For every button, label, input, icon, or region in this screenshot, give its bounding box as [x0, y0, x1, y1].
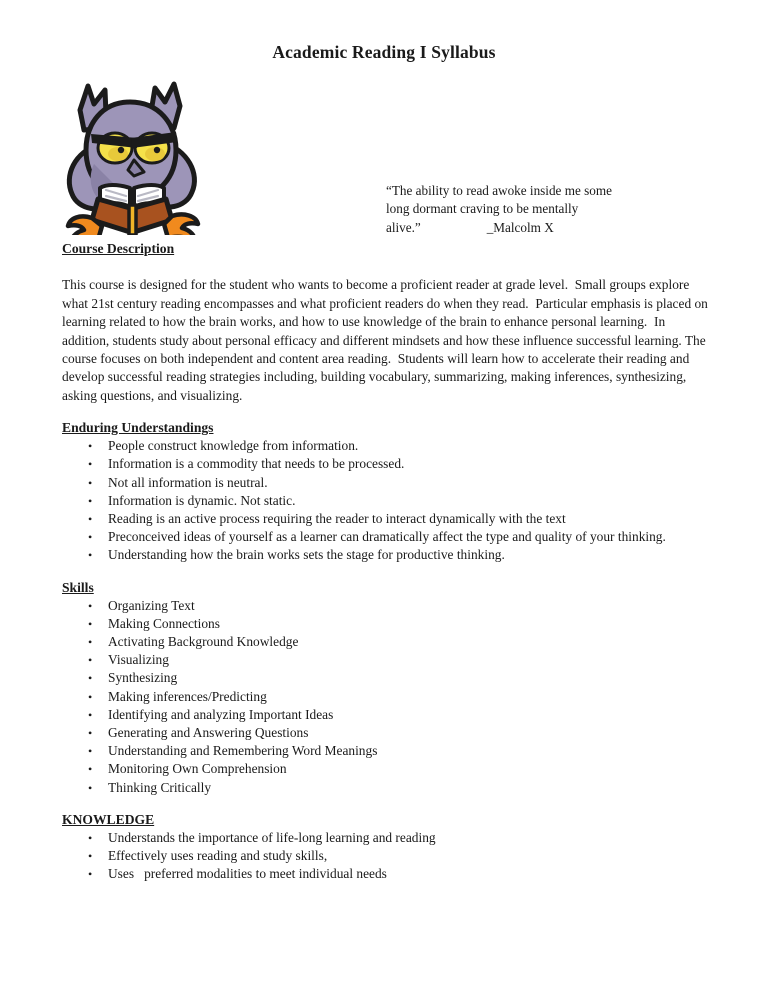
list-item: • Visualizing	[62, 651, 708, 669]
list-item: • Generating and Answering Questions	[62, 724, 708, 742]
pull-quote	[386, 182, 686, 237]
list-item: • Identifying and analyzing Important Ideas	[62, 706, 708, 724]
section-enduring-understandings	[62, 419, 708, 564]
list-item: • Organizing Text	[62, 597, 708, 615]
list-item: • Information is a commodity that needs to be processed.	[62, 455, 708, 473]
list-item: • Thinking Critically	[62, 779, 708, 797]
heading-knowledge: KNOWLEDGE	[62, 811, 155, 827]
list-item: • Synthesizing	[62, 669, 708, 687]
section-knowledge	[62, 811, 708, 884]
page-title: Academic Reading I Syllabus	[272, 42, 496, 62]
list-item: • Understanding and Remembering Word Meanings	[62, 742, 708, 760]
enduring-understandings-list	[62, 437, 708, 564]
list-item: • Monitoring Own Comprehension	[62, 760, 708, 778]
skills-list	[62, 597, 708, 797]
section-gap	[62, 405, 708, 419]
list-item: • Understanding how the brain works sets the stage for productive thinking.	[62, 546, 708, 564]
quote-line-2: long dormant craving to be mentally	[386, 201, 579, 217]
heading-skills: Skills	[62, 579, 94, 595]
knowledge-list	[62, 829, 708, 884]
list-item: • Making inferences/Predicting	[62, 688, 708, 706]
document-body	[62, 240, 712, 884]
section-skills	[62, 579, 708, 797]
list-item: • Reading is an active process requiring the reader to interact dynamically with the text	[62, 510, 708, 528]
list-item: • Preconceived ideas of yourself as a learner can dramatically affect the type and quality of your thinking.	[62, 528, 708, 546]
heading-enduring-understandings: Enduring Understandings	[62, 420, 214, 436]
section-gap	[62, 797, 708, 811]
list-item: • Information is dynamic. Not static.	[62, 492, 708, 510]
list-item: • People construct knowledge from information.	[62, 437, 708, 455]
list-item: • Uses preferred modalities to meet individual needs	[62, 865, 708, 883]
paragraph-spacer	[62, 258, 708, 276]
section-gap	[62, 565, 708, 579]
list-item: • Not all information is neutral.	[62, 474, 708, 492]
course-description-paragraph: This course is designed for the student who wants to become a proficient reader at grade level. Small groups explore what 21st century reading encompasses and what proficient readers do when they read. Particular emphasis is placed on learning related to how the brain works, and how to use knowledge of the brain to enhance personal learning. In addition, students study about personal efficacy and different mindsets and how these influence successful learning. The course focuses on both independent and content area reading. Students will learn how to accelerate their reading and develop successful reading strategies including, building vocabulary, summarizing, making inferences, synthesizing, asking questions, and visualizing.	[62, 277, 712, 403]
list-item: • Effectively uses reading and study skills,	[62, 847, 708, 865]
heading-course-description: Course Description	[62, 241, 175, 256]
quote-attribution: alive.” _Malcolm X	[386, 219, 554, 235]
section-course-description	[62, 240, 712, 405]
list-item: • Understands the importance of life-long learning and reading	[62, 829, 708, 847]
list-item: • Activating Background Knowledge	[62, 633, 708, 651]
owl-reading-book-icon	[58, 80, 208, 235]
quote-line-1: “The ability to read awoke inside me some	[386, 183, 612, 198]
list-item: • Making Connections	[62, 615, 708, 633]
